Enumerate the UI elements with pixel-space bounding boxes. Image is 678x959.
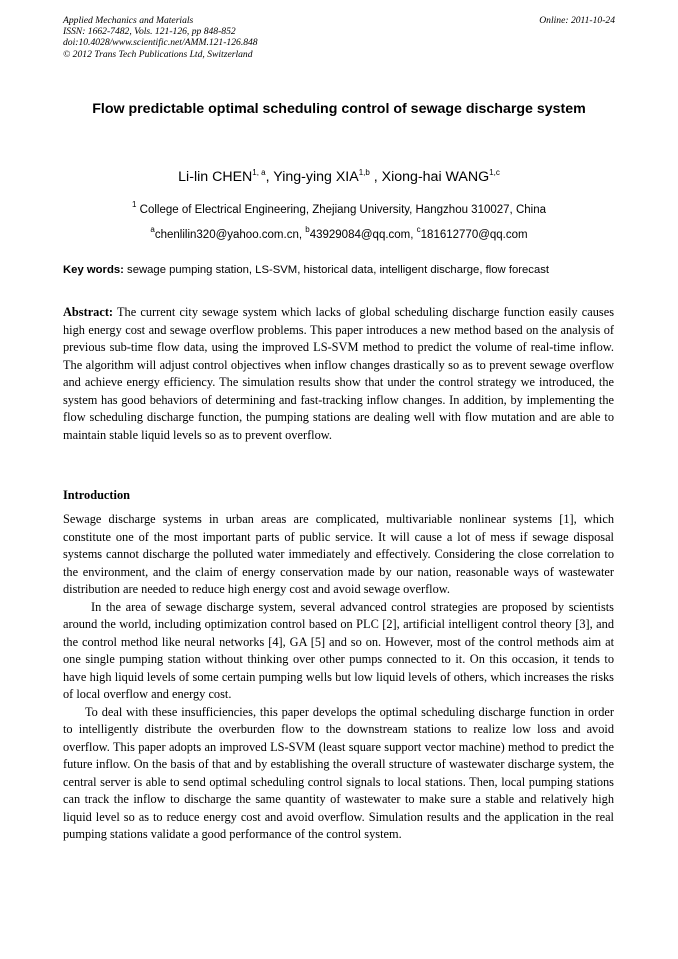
author-name: Xiong-hai WANG: [381, 169, 490, 185]
email-mark: b: [305, 225, 310, 234]
paragraph: In the area of sewage discharge system, several advanced control strategies are proposed by scientists around the world, including optimization control based on PLC [2], artificial intelligent control theory [3], and the control method like neural networks [4], GA [5] and so on. However, most of the control methods aim at one single pumping station without thinking over other pumps connected to it. On this occasion, it tends to have high liquid levels of some certain pumping wells but low liquid levels of others, which increases the risks of local overflow and energy cost.: [63, 599, 614, 701]
email-address: 181612770@qq.com: [420, 229, 528, 241]
author-emails: [63, 227, 615, 243]
paper-title: Flow predictable optimal scheduling control of sewage discharge system: [92, 101, 586, 117]
doi-line: doi:10.4028/www.scientific.net/AMM.121-126.848: [63, 37, 258, 49]
copyright-line: © 2012 Trans Tech Publications Ltd, Switzerland: [63, 48, 253, 60]
email-separator: ,: [298, 229, 306, 241]
author-affiliation-mark: 1,b: [358, 168, 370, 177]
introduction-body: [63, 511, 614, 844]
abstract: [63, 304, 614, 444]
keywords-text: sewage pumping station, LS-SVM, historical data, intelligent discharge, flow forecast: [123, 264, 550, 276]
author-affiliation-mark: 1, a: [252, 168, 266, 177]
author-separator: ,: [265, 169, 274, 185]
keywords: [63, 263, 623, 278]
keywords-label: Key words:: [63, 264, 124, 276]
abstract-text: The current city sewage system which lacks of global scheduling discharge function easily causes high energy cost and sewage overflow problems. This paper introduces a new method based on the analysis of previous sub-time flow data, using the improved LS-SVM method to predict the volume of real-time inflow. The algorithm will adjust control objectives when inflow changes drastically so as to prevent sewage overflow and achieve energy efficiency. The simulation results show that under the control strategy we introduced, the system has good behaviors of determining and fast-tracking inflow changes. In addition, by implementing the flow scheduling discharge function, the pumping stations are dealing well with flow mutation and are able to maintain stable liquid levels so as to prevent overflow.: [63, 305, 614, 442]
online-date: Online: 2011-10-24: [539, 15, 615, 26]
author-affiliation-mark: 1,c: [489, 168, 500, 177]
author-name: Li-lin CHEN: [178, 169, 253, 185]
email-address: 43929084@qq.com: [309, 229, 411, 241]
paragraph: To deal with these insufficiencies, this paper develops the optimal scheduling discharge function in order to intelligently distribute the overburden flow to the downstream stations to realize low loss and avoid overflow. This paper adopts an improved LS-SVM (least square support vector machine) method to predict the future inflow. On the basis of that and by establishing the overall structure of wastewater discharge system, the central server is able to send optimal scheduling control signals to local stations. Then, local pumping stations can track the inflow to discharge the same quantity of wastewater to make sure a stable and relatively high liquid level so as to reduce energy cost and avoid overflow. Simulation results and the application in the real pumping stations validate a good performance of the control system.: [63, 704, 614, 841]
affiliation-text: College of Electrical Engineering, Zhejiang University, Hangzhou 310027, China: [136, 204, 546, 216]
affiliation: [63, 202, 615, 218]
author-separator: ,: [369, 169, 382, 185]
journal-header: [63, 15, 615, 60]
author-name: Ying-ying XIA: [273, 169, 359, 185]
author-list: [63, 167, 615, 187]
email-mark: c: [416, 225, 421, 234]
paragraph: Sewage discharge systems in urban areas are complicated, multivariable nonlinear systems [1], which constitute one of the most important parts of public service. It will cause a lot of mess if sewage disposal systems cannot discharge the polluted water immediately and effectively. Considering the close correlation to the environment, and the claim of energy conservation made by our nation, reasonable ways of wastewater distribution are needed to reduce high energy cost and avoid sewage overflow.: [63, 512, 614, 596]
abstract-label: Abstract:: [63, 305, 114, 319]
email-address: chenlilin320@yahoo.com.cn: [154, 229, 299, 241]
email-mark: a: [150, 225, 155, 234]
journal-name: Applied Mechanics and Materials: [63, 15, 194, 26]
issn-line: ISSN: 1662-7482, Vols. 121-126, pp 848-852: [63, 26, 236, 38]
email-separator: ,: [410, 229, 417, 241]
affiliation-mark: 1: [131, 200, 137, 209]
introduction-heading: Introduction: [63, 488, 130, 502]
